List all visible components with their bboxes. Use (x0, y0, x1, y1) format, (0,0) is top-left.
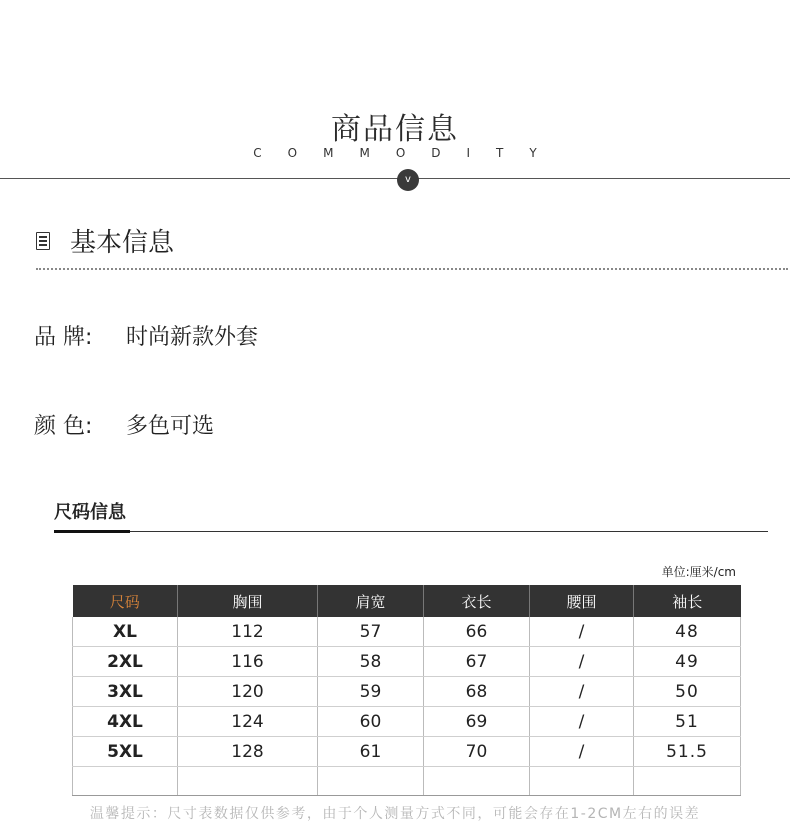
table-row (73, 647, 741, 677)
table-cell: 50 (634, 677, 741, 707)
table-row (73, 737, 741, 767)
size-table (72, 585, 741, 796)
table-cell: 51 (634, 707, 741, 737)
table-cell: / (530, 707, 634, 737)
table-cell: 48 (634, 617, 741, 647)
table-row (73, 707, 741, 737)
table-cell (530, 767, 634, 796)
table-cell (73, 767, 178, 796)
table-cell: 58 (318, 647, 424, 677)
table-cell: 61 (318, 737, 424, 767)
page-title: 商品信息 (331, 112, 459, 147)
table-cell: 70 (424, 737, 530, 767)
table-cell: / (530, 617, 634, 647)
table-cell: 59 (318, 677, 424, 707)
dotted-divider (36, 268, 788, 270)
column-header-size: 尺码 (73, 585, 178, 617)
table-row-empty (73, 767, 741, 796)
table-cell: 124 (178, 707, 318, 737)
table-cell (424, 767, 530, 796)
table-cell: 51.5 (634, 737, 741, 767)
table-header-row (73, 585, 741, 617)
table-cell: 4XL (73, 707, 178, 737)
table-cell: 49 (634, 647, 741, 677)
table-cell: 60 (318, 707, 424, 737)
table-cell (318, 767, 424, 796)
table-cell: 116 (178, 647, 318, 677)
table-cell: 69 (424, 707, 530, 737)
size-info-divider-accent (54, 530, 130, 533)
unit-note: 单位:厘米/cm (661, 565, 736, 579)
table-cell (178, 767, 318, 796)
document-icon (36, 232, 50, 250)
table-cell: / (530, 737, 634, 767)
brand-value: 时尚新款外套 (126, 325, 259, 350)
color-value: 多色可选 (126, 414, 215, 439)
table-cell: 68 (424, 677, 530, 707)
column-header-length: 衣长 (424, 585, 530, 617)
header-divider (0, 178, 790, 179)
page-subtitle: COMMODITY (253, 146, 563, 160)
brand-label: 品 牌: (34, 325, 93, 350)
table-cell: XL (73, 617, 178, 647)
column-header-shoulder: 肩宽 (318, 585, 424, 617)
table-cell: 57 (318, 617, 424, 647)
basic-info-title: 基本信息 (70, 228, 175, 258)
column-header-waist: 腰围 (530, 585, 634, 617)
size-info-title: 尺码信息 (54, 502, 126, 523)
table-cell: 2XL (73, 647, 178, 677)
table-row (73, 617, 741, 647)
column-header-chest: 胸围 (178, 585, 318, 617)
table-cell: 128 (178, 737, 318, 767)
table-cell (634, 767, 741, 796)
chevron-down-icon: v (397, 169, 419, 191)
size-info-divider (54, 531, 768, 532)
table-cell: 67 (424, 647, 530, 677)
table-cell: / (530, 647, 634, 677)
table-cell: 66 (424, 617, 530, 647)
table-row (73, 677, 741, 707)
table-cell: / (530, 677, 634, 707)
table-cell: 3XL (73, 677, 178, 707)
table-cell: 5XL (73, 737, 178, 767)
table-cell: 112 (178, 617, 318, 647)
column-header-sleeve: 袖长 (634, 585, 741, 617)
color-label: 颜 色: (34, 414, 93, 439)
table-cell: 120 (178, 677, 318, 707)
footer-note: 温馨提示：尺寸表数据仅供参考，由于个人测量方式不同，可能会存在1-2CM左右的误差 (89, 806, 701, 822)
